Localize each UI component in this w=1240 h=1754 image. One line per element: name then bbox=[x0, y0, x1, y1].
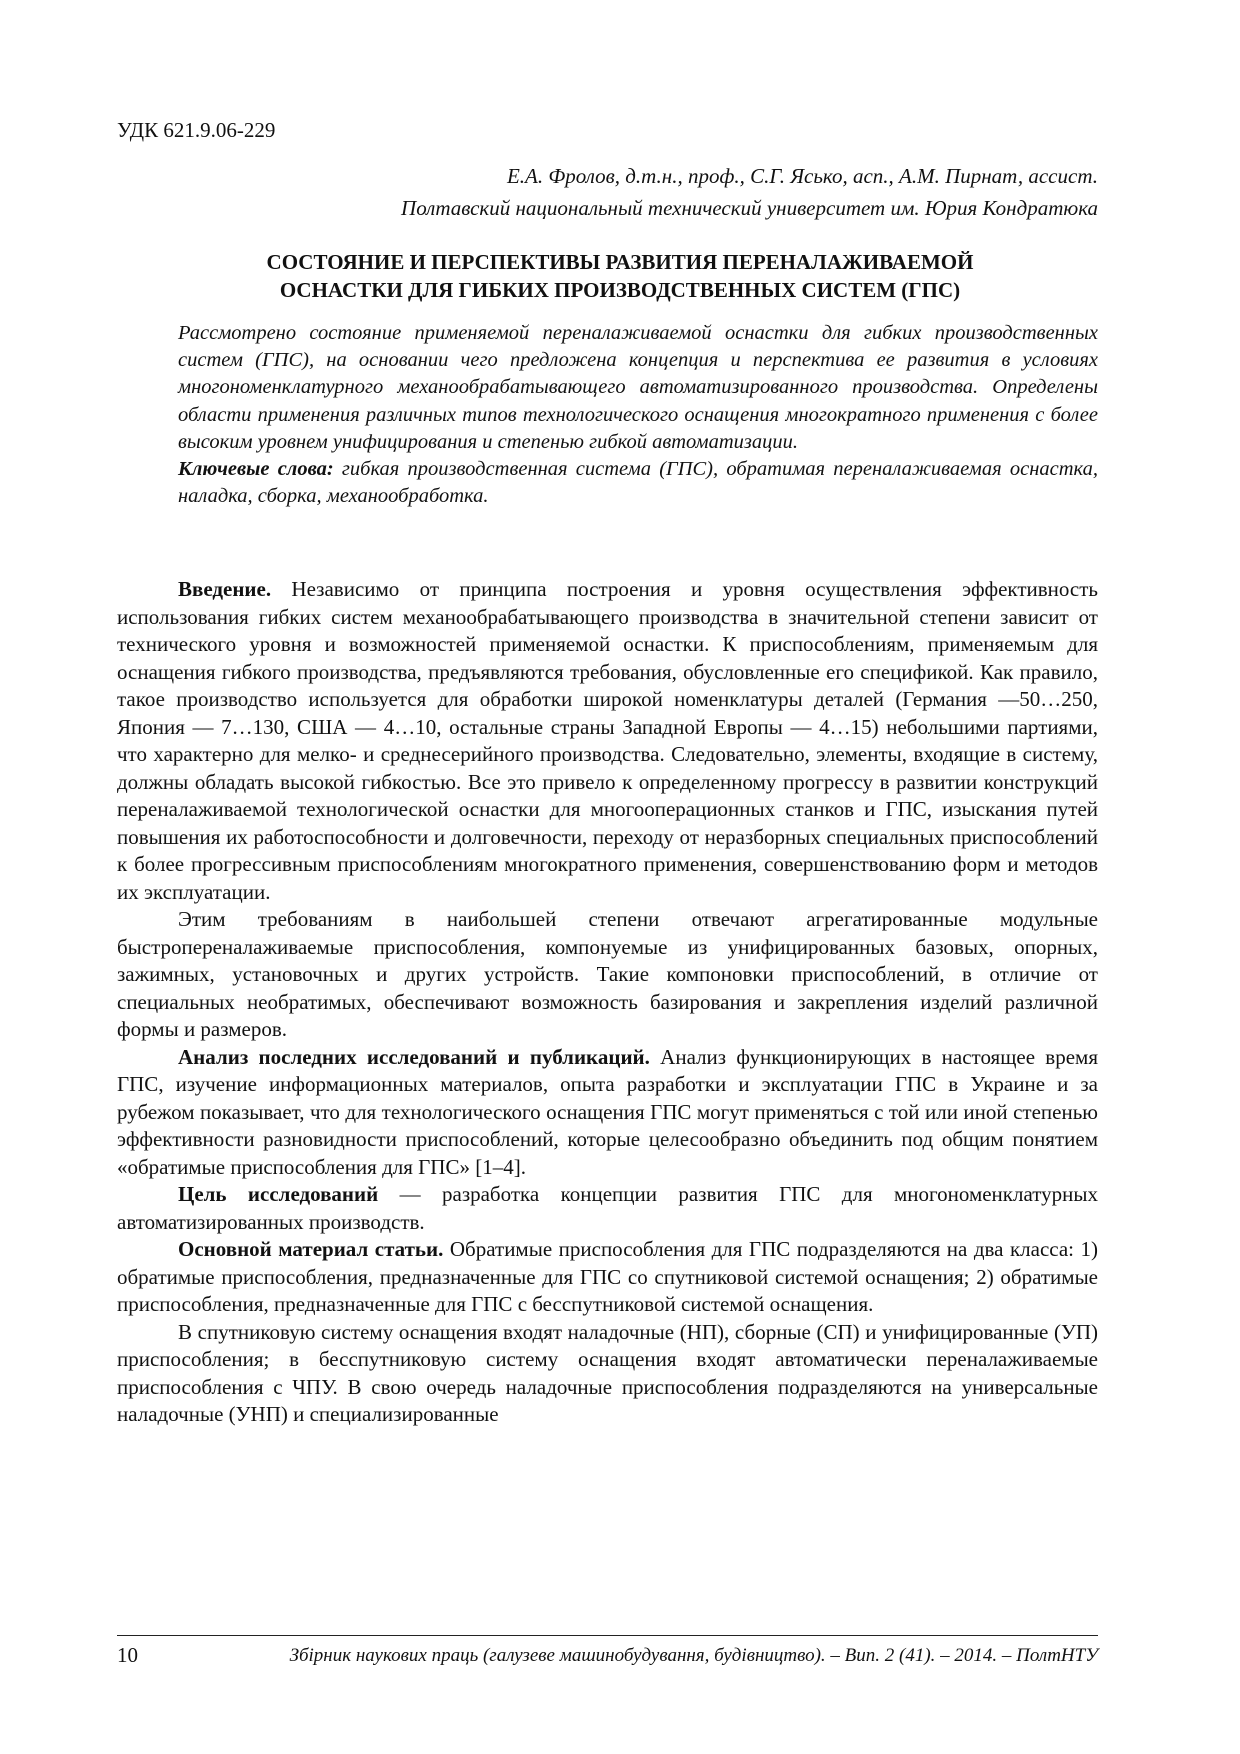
paragraph-text: Обратимые приспособления для ГПС подразделяются на два класса: 1) обратимые приспособления, предназначенные для ГПС со спутниковой системой оснащения; 2) обратимые приспособления, предназначенные для ГПС с бесспутниковой системой оснащения. bbox=[117, 1237, 1099, 1316]
keywords bbox=[178, 456, 1098, 510]
paragraph bbox=[117, 1319, 1098, 1429]
paragraph bbox=[117, 1236, 1098, 1319]
affiliation: Полтавский национальный технический университет им. Юрия Кондратюка bbox=[401, 196, 1098, 220]
paper-title bbox=[140, 248, 1100, 304]
journal-footer: Збірник наукових праць (галузеве машинобудування, будівництво). – Вип. 2 (41). – 2014. – ПолтНТУ bbox=[289, 1645, 1098, 1666]
title-line-2: ОСНАСТКИ ДЛЯ ГИБКИХ ПРОИЗВОДСТВЕННЫХ СИСТЕМ (ГПС) bbox=[279, 278, 961, 302]
paragraph-text: — разработка концепции развития ГПС для многономенклатурных автоматизированных производств. bbox=[117, 1182, 1098, 1234]
keywords-text: гибкая производственная система (ГПС), обратимая переналаживаемая оснастка, наладка, сборка, механообработка. bbox=[178, 458, 1098, 508]
page-number: 10 bbox=[117, 1643, 138, 1667]
paragraph-lead: Введение. bbox=[178, 577, 272, 601]
authors: Е.А. Фролов, д.т.н., проф., С.Г. Ясько, асп., А.М. Пирнат, ассист. bbox=[506, 164, 1098, 188]
paragraph bbox=[117, 576, 1098, 906]
author-block bbox=[98, 160, 1098, 224]
abstract bbox=[178, 320, 1098, 510]
paragraph-text: Анализ функционирующих в настоящее время ГПС, изучение информационных материалов, опыта разработки и эксплуатации ГПС в Украине и за рубежом показывает, что для технологического оснащения ГПС могут применяться с той или иной степенью эффективности разновидности приспособлений, которые целесообразно объединить под общим понятием «обратимые приспособления для ГПС» [1–4]. bbox=[117, 1044, 1098, 1179]
paragraph-text: Этим требованиям в наибольшей степени отвечают агрегатированные модульные быстропереналаживаемые приспособления, компонуемые из унифицированных базовых, опорных, зажимных, установочных и других устройств. Такие компоновки приспособлений, в отличие от специальных необратимых, обеспечивают возможность базирования и закрепления изделий различной формы и размеров. bbox=[117, 907, 1098, 1041]
udk-code: УДК 621.9.06-229 bbox=[117, 118, 276, 142]
paragraph bbox=[117, 1044, 1098, 1182]
paragraph-lead: Основной материал статьи. bbox=[178, 1237, 444, 1261]
footer-divider bbox=[117, 1635, 1098, 1636]
paragraph-text: В спутниковую систему оснащения входят наладочные (НП), сборные (СП) и унифицированные (УП) приспособления; в бесспутниковую систему оснащения входят автоматически переналаживаемые приспособления с ЧПУ. В свою очередь наладочные приспособления подразделяются на универсальные наладочные (УНП) и специализированные bbox=[117, 1319, 1098, 1426]
abstract-text: Рассмотрено состояние применяемой переналаживаемой оснастки для гибких производственных систем (ГПС), на основании чего предложена концепция и перспектива ее развития в условиях многономенклатурного механообрабатывающего автоматизированного производства. Определены области применения различных типов технологического оснащения многократного применения с более высоким уровнем унифицирования и степенью гибкой автоматизации. bbox=[178, 322, 1098, 453]
keywords-label: Ключевые слова: bbox=[178, 458, 334, 481]
paragraph-lead: Анализ последних исследований и публикаций. bbox=[178, 1044, 650, 1069]
title-line-1: СОСТОЯНИЕ И ПЕРСПЕКТИВЫ РАЗВИТИЯ ПЕРЕНАЛАЖИВАЕМОЙ bbox=[266, 250, 974, 274]
paragraph bbox=[117, 906, 1098, 1044]
paragraph-lead: Цель исследований bbox=[178, 1182, 379, 1206]
paragraph-text: Независимо от принципа построения и уровня осуществления эффективность использования гибких систем механообрабатывающего производства в значительной степени зависит от технического уровня и возможностей применяемой оснастки. К приспособлениям, применяемым для оснащения гибкого производства, предъявляются требования, обусловленные его спецификой. Как правило, такое производство используется для обработки широкой номенклатуры деталей (Германия —50…250, Япония — 7…130, США — 4…10, остальные страны Западной Европы — 4…15) небольшими партиями, что характерно для мелко- и среднесерийного производства. Следовательно, элементы, входящие в систему, должны обладать высокой гибкостью. Все это привело к определенному прогрессу в развитии конструкций переналаживаемой технологической оснастки для многооперационных станков и ГПС, изыскания путей повышения их работоспособности и долговечности, переходу от неразборных специальных приспособлений к более прогрессивным приспособлениям многократного применения, совершенствованию форм и методов их эксплуатации. bbox=[117, 577, 1098, 904]
body-text bbox=[117, 576, 1098, 1429]
paragraph bbox=[117, 1181, 1098, 1236]
